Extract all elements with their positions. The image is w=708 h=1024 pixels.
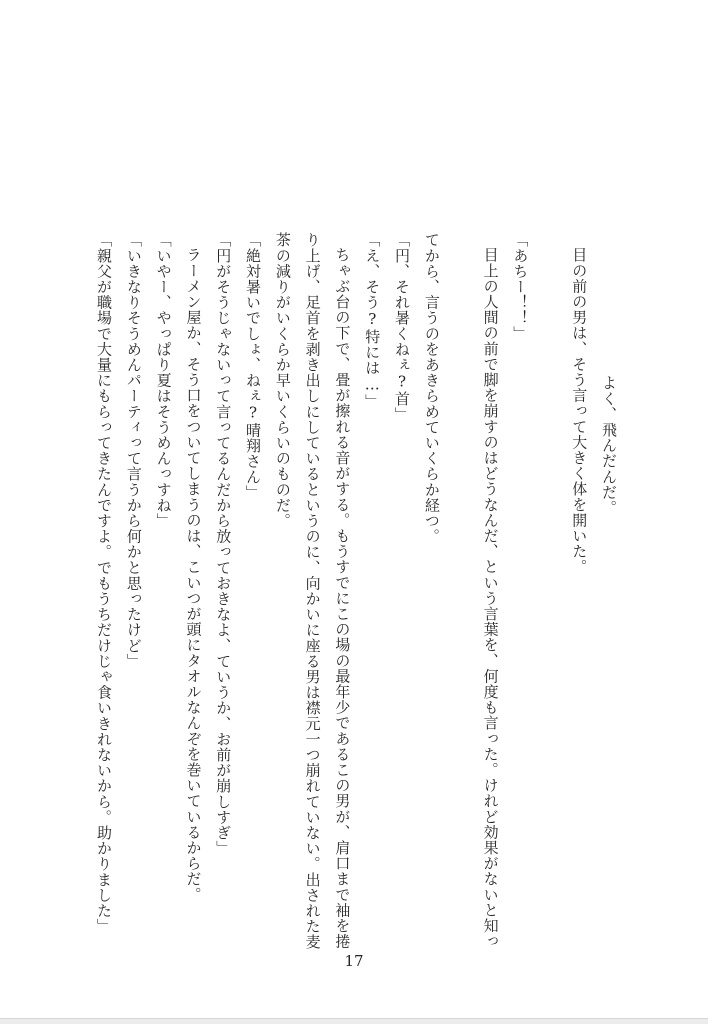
text-line: ラーメン屋か、そう口をついてしまうのは、こいつが頭にタオルなんぞを巻いているからだ。 xyxy=(184,247,203,903)
text-line: り上げ、足首を剥き出しにしているというのに、向かいに座る男は襟元一つ崩れていない。出された麦 xyxy=(303,232,322,950)
dialogue-line: 「絶対暑いでしょ、ねぇ?晴翔さん」 xyxy=(244,232,263,501)
page-number: 17 xyxy=(344,952,364,970)
text-line: てから、言うのをあきらめていくらか経つ。 xyxy=(422,232,441,544)
vertical-text-block xyxy=(88,232,623,952)
text-line: 目上の人間の前で脚を崩すのはどうなんだ、という言葉を、何度も言った。けれど効果がないと知っ xyxy=(481,247,500,949)
heading-line: よく、飛んだんだ。 xyxy=(600,375,618,516)
text-line: 茶の減りがいくらか早いくらいのものだ。 xyxy=(273,232,292,529)
dialogue-line: 「あちー！！」 xyxy=(511,232,530,342)
dialogue-line: 「親父が職場で大量にもらってきたんですよ。でもうちだけじゃ食いきれないから。助かりました」 xyxy=(95,232,114,934)
text-line: ちゃぶ台の下で、畳が擦れる音がする。もうすでにこの場の最年少であるこの男が、肩口まで袖を捲 xyxy=(333,247,352,949)
text-line: 目の前の男は、そう言って大きく体を開いた。 xyxy=(570,247,589,575)
dialogue-line: 「え、そう?特には…」 xyxy=(363,232,382,410)
dialogue-line: 「円、それ暑くねぇ?首」 xyxy=(393,232,412,423)
dialogue-line: 「いきなりそうめんパーティって言うから何かと思ったけど」 xyxy=(124,232,143,669)
dialogue-line: 「円がそうじゃないって言ってるんだから放っておきなよ、ていうか、お前が崩しすぎ」 xyxy=(214,232,233,856)
dialogue-line: 「いやー、やっぱり夏はそうめんっすね」 xyxy=(154,232,173,529)
